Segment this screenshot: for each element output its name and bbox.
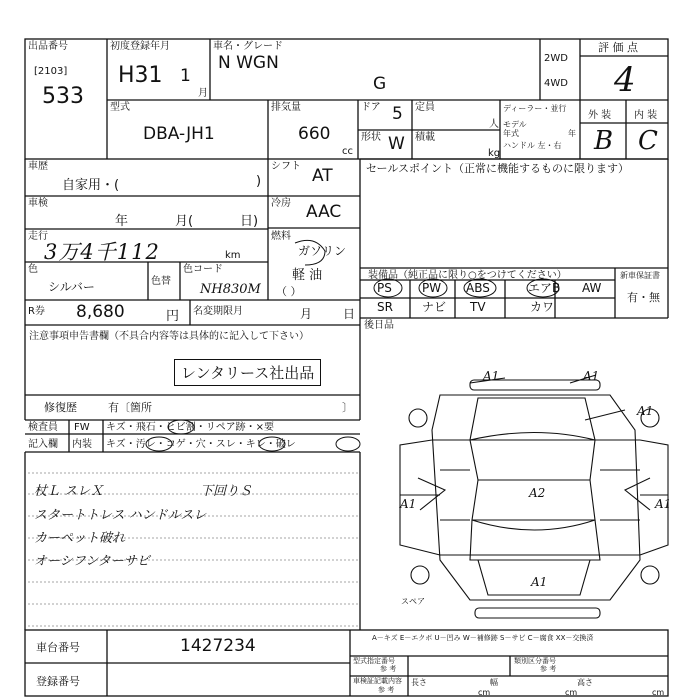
sales-label: セールスポイント（正常に機能するものに限ります） (366, 162, 630, 175)
inspection-month: 月( (175, 214, 194, 229)
model: DBA-JH1 (143, 124, 215, 144)
mark-right-fender: A1 (637, 404, 654, 418)
notes-label: 注意事項申告書欄（不具合内容等は具体的に記入して下さい） (29, 331, 309, 342)
fw-label: FW (74, 422, 90, 433)
history-label: 車歴 (28, 161, 48, 172)
interior-box-label: 内装 (72, 439, 92, 450)
color-code-label: 色コード (183, 264, 223, 275)
mark-front-left: A1 (483, 369, 500, 383)
ac-value: AAC (306, 202, 342, 222)
equip-navi: ナビ (422, 300, 447, 314)
height-label: 高さ (577, 678, 593, 687)
handwritten-note-1: 杖Ｌ スレＸ (34, 484, 104, 499)
damage-legend: A－キズ E－エクボ U－凹み W－補修跡 S－サビ C－腐食 XX－交換済 (372, 634, 594, 642)
name-label: 車名・グレード (213, 41, 283, 52)
reg-label: 初度登録年月 (110, 41, 170, 52)
lot-number: 533 (42, 84, 84, 109)
equip-abs: ABS (466, 281, 490, 295)
fuel-diesel: 軽 油 (292, 268, 323, 283)
frame-number: 1427234 (180, 636, 256, 656)
displacement: 660 (298, 124, 331, 144)
certified-label: 型式指定番号 (353, 657, 395, 665)
mark-front-right: A1 (583, 369, 600, 383)
reg-month-unit: 月 (198, 88, 208, 99)
category-label: 類別区分番号 (514, 657, 556, 665)
door-label: ドア (361, 102, 381, 113)
equip-pw: PW (422, 281, 442, 295)
shape: W (388, 134, 405, 154)
year-unit: 年 (568, 129, 576, 138)
shift-label: シフト (271, 161, 301, 172)
handwritten-note-5: オーシフンターサビ (34, 554, 150, 569)
width-unit: cm (565, 688, 578, 697)
reg-era: H31 (118, 63, 163, 88)
score: 4 (614, 60, 636, 100)
handwritten-note-3: スタートトレス ハンドルスレ (34, 508, 207, 523)
exterior-grade: B (594, 126, 614, 156)
grade: G (373, 74, 387, 94)
reg-month: 1 (180, 66, 191, 86)
doors: 5 (392, 104, 403, 124)
fuel-label: 燃料 (271, 231, 291, 242)
drive-2wd: 2WD (544, 53, 568, 64)
color-value: シルバー (48, 280, 95, 294)
mark-roof: A2 (529, 486, 546, 500)
color-change-label: 色替 (151, 276, 171, 287)
repair-close: 〕 (342, 401, 353, 414)
inspector-label: 検査員 (28, 422, 58, 433)
dealer-label: ディーラー・並行 (503, 104, 567, 113)
equip-sr: SR (377, 300, 393, 314)
record-label: 記入欄 (28, 439, 58, 450)
interior-grade: C (638, 126, 658, 156)
reg-no-label: 登録番号 (36, 675, 80, 688)
repair-label: 修復歴 (44, 401, 77, 414)
height-unit: cm (652, 688, 665, 697)
shift-value: AT (312, 166, 333, 186)
repair-value: 有〔箇所 (108, 401, 152, 414)
month-unit: 月 (300, 307, 313, 321)
inspection-label: 車検 (28, 198, 48, 209)
equip-label: 装備品（純正品に限り○をつけてください） (368, 270, 567, 281)
equip-ps: PS (377, 281, 392, 295)
frame-label: 車台番号 (36, 641, 80, 654)
mileage-label: 走行 (28, 231, 48, 242)
price-label: R券 (28, 306, 45, 317)
interior-label: 内 装 (634, 110, 658, 121)
equip-tv: TV (470, 300, 486, 314)
mileage: 3万4千112 (44, 240, 160, 264)
inspection-year: 年 (115, 214, 129, 229)
day-unit: 日 (343, 307, 356, 321)
reg-cert-ref: 参 考 (378, 686, 395, 694)
history-value: 自家用・( (62, 178, 120, 193)
handwritten-note-4: カーペット破れ (34, 531, 126, 546)
warranty-value: 有・無 (627, 291, 660, 304)
grade-eval-label: 評 価 点 (598, 41, 638, 54)
equip-airbag: エアB (528, 281, 561, 295)
reg-cert-label: 車検証記載内容 (353, 677, 402, 685)
ac-label: 冷房 (271, 198, 291, 209)
warranty-label: 新車保証書 (620, 271, 660, 280)
color-label: 色 (28, 264, 38, 275)
kg-unit: kg (488, 148, 501, 159)
category-ref: 参 考 (540, 665, 557, 673)
name-change-label: 名変期限月 (193, 306, 243, 317)
drive-4wd: 4WD (544, 78, 568, 89)
retrofit-label: 後日品 (364, 320, 394, 331)
certified-ref: 参 考 (380, 665, 397, 673)
person-unit: 人 (489, 119, 499, 130)
length-unit: cm (478, 688, 491, 697)
fuel-paren: （ ） (276, 285, 302, 298)
car-name: N WGN (218, 53, 279, 73)
color-code: NH830M (200, 282, 261, 297)
mark-left-side: A1 (400, 497, 417, 511)
length-label: 長さ (411, 678, 427, 687)
history-close: ) (256, 174, 262, 189)
shape-label: 形状 (361, 132, 381, 143)
fuel-gas: ガソリン (298, 244, 347, 258)
capacity-label: 定員 (415, 102, 435, 113)
price: 8,680 (76, 302, 125, 322)
cc-unit: cc (342, 146, 353, 157)
fw-items: キズ・飛石・ヒビ割・リペア跡・×要 (106, 422, 274, 433)
mark-rear: A1 (531, 575, 548, 589)
equip-leather: カワ (530, 300, 555, 314)
lot-code: [2103] (34, 66, 68, 77)
spare-label: スペア (401, 597, 425, 606)
inspection-day: 日) (240, 214, 259, 229)
lot-label: 出品番号 (28, 41, 68, 52)
width-label: 幅 (490, 678, 498, 687)
disp-label: 排気量 (271, 102, 301, 113)
notes-stamp: レンタリース社出品 (174, 359, 321, 386)
year-label: 年式 (503, 129, 519, 138)
interior-items: キズ・汚レ・コゲ・穴・スレ・キレ・破レ (106, 439, 296, 450)
handle-label: ハンドル 左・右 (503, 141, 562, 150)
load-label: 積載 (415, 132, 435, 143)
equip-aw: AW (582, 281, 602, 295)
model-year-label: モデル (503, 120, 527, 129)
km-unit: km (225, 250, 241, 261)
exterior-label: 外 装 (588, 110, 612, 121)
mark-right-side: A1 (655, 497, 672, 511)
handwritten-note-2: 下回りＳ (200, 484, 253, 499)
yen-unit: 円 (166, 309, 180, 324)
model-label: 型式 (110, 102, 130, 113)
